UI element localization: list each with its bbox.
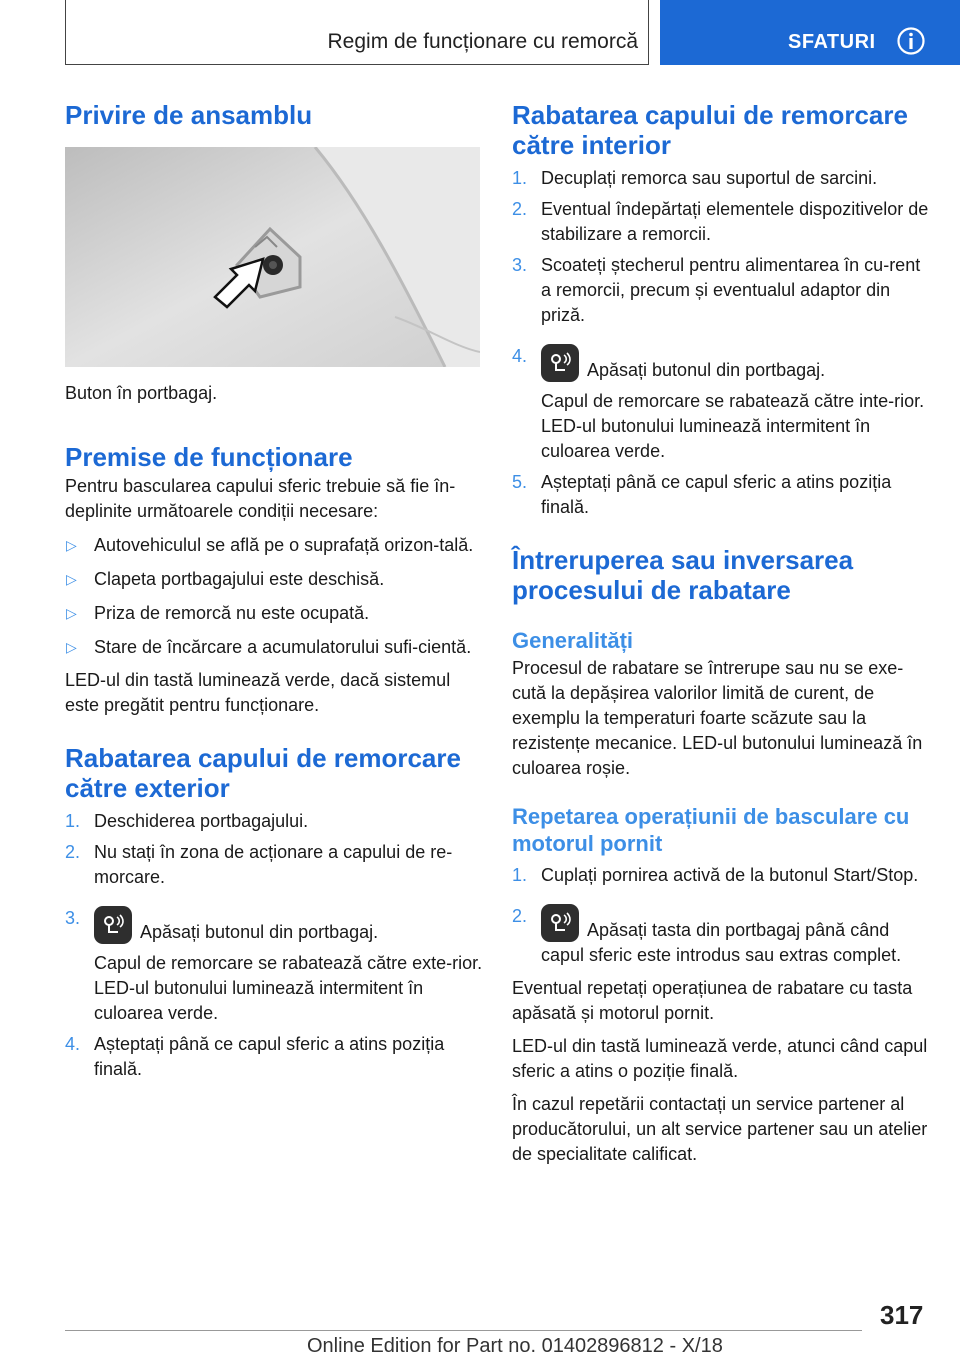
interrupt-heading: Întreruperea sau inversarea procesului de rabatare [512,545,854,605]
outward-steps [65,809,483,1082]
triangle-bullet-icon: ▷ [66,639,77,655]
step-text: Apăsați tasta din portbagaj până când capul sferic este introdus sau extras complet. [541,920,902,965]
inward-heading: Rabatarea capului de remorcare către interior [512,100,908,160]
prereq-note: LED-ul din tastă luminează verde, dacă sistemul este pregătit pentru funcționare. [65,670,451,715]
list-item [65,601,483,626]
step-text: Scoateți ștecherul pentru alimentarea în cu-rent a remorcii, precum și eventualul adaptor din priză. [541,255,921,325]
step-text: Decuplați remorca sau suportul de sarcini. [541,168,878,188]
step-text: Cuplați pornirea activă de la butonul Start/Stop. [541,865,919,885]
list-item [512,863,932,888]
repeat-paragraph-3: În cazul repetării contactați un service partener al producătorului, un alt service partener sau un atelier de specialitate calificat. [512,1094,928,1164]
step-number: 5. [512,472,528,492]
general-text: Procesul de rabatare se întrerupe sau nu se exe-cută la depășirea valorilor limită de curent, de exemplu la temperaturi foarte scăzute sau la rezistențe mecanice. LED-ul butonului luminează în culoarea roșie. [512,658,923,778]
right-column [512,100,932,1167]
prereq-list [65,533,483,660]
prereq-heading: Premise de funcționare [65,442,353,472]
step-number: 2. [512,199,528,219]
step-number: 1. [512,865,528,885]
list-item-text: Clapeta portbagajului este deschisă. [94,569,385,589]
step-number: 4. [512,346,528,366]
list-item [65,635,483,660]
tow-hitch-button-icon [541,904,579,942]
list-item [65,840,483,890]
list-item [512,197,932,247]
step-text: Apăsați butonul din portbagaj. [140,922,379,942]
footer-divider [65,1330,862,1331]
list-item-text: Autovehiculul se află pe o suprafață orizon-tală. [94,535,474,555]
trunk-button-photo [65,147,480,367]
header-tab[interactable] [660,0,960,65]
list-item [65,567,483,592]
step-detail: Capul de remorcare se rabatează către inte-rior. LED-ul butonului luminează intermitent în culoarea verde. [541,391,925,461]
list-item [65,809,483,834]
repeat-paragraph-2: LED-ul din tastă luminează verde, atunci când capul sferic a atins o poziție finală. [512,1036,928,1081]
step-number: 2. [512,906,528,926]
footer-edition: Online Edition for Part no. 01402896812 - X/18 [307,1335,723,1357]
list-item [512,344,932,464]
list-item [512,166,932,191]
figure-caption: Buton în portbagaj. [65,383,218,403]
triangle-bullet-icon: ▷ [66,571,77,587]
prereq-intro: Pentru bascularea capului sferic trebuie să fie în-deplinite următoarele condiții necesare: [65,476,456,521]
header-section-title: Regim de funcționare cu remorcă [327,30,638,53]
outward-heading: Rabatarea capului de remorcare către exterior [65,743,461,803]
list-item [65,906,483,1026]
step-text: Așteptați până ce capul sferic a atins poziția finală. [541,472,892,517]
header-tab-label: SFATURI [788,31,876,53]
step-number: 3. [512,255,528,275]
step-number: 2. [65,842,81,862]
header-section-box [65,0,649,65]
general-heading: Generalități [512,628,634,653]
tow-hitch-button-icon [94,906,132,944]
inward-steps [512,166,932,520]
list-item [65,533,483,558]
tow-hitch-button-icon [541,344,579,382]
repeat-heading: Repetarea operațiunii de basculare cu motorul pornit [512,804,910,856]
left-column [65,100,483,1082]
triangle-bullet-icon: ▷ [66,537,77,553]
step-text: Deschiderea portbagajului. [94,811,309,831]
list-item [512,253,932,328]
triangle-bullet-icon: ▷ [66,605,77,621]
info-icon [896,26,926,56]
list-item [512,904,932,968]
list-item-text: Priza de remorcă nu este ocupată. [94,603,370,623]
step-number: 1. [65,811,81,831]
overview-heading: Privire de ansamblu [65,100,313,130]
step-text: Așteptați până ce capul sferic a atins poziția finală. [94,1034,445,1079]
trunk-button-illustration [65,147,480,367]
step-number: 4. [65,1034,81,1054]
step-text: Nu stați în zona de acționare a capului de re-morcare. [94,842,453,887]
step-detail: Capul de remorcare se rabatează către exte-rior. LED-ul butonului luminează intermitent în culoarea verde. [94,953,483,1023]
page-number: 317 [880,1300,924,1330]
list-item [512,470,932,520]
step-text: Apăsați butonul din portbagaj. [587,360,826,380]
step-number: 1. [512,168,528,188]
step-number: 3. [65,908,81,928]
list-item-text: Stare de încărcare a acumulatorului sufi-cientă. [94,637,472,657]
repeat-paragraph-1: Eventual repetați operațiunea de rabatare cu tasta apăsată și motorul pornit. [512,978,913,1023]
repeat-steps [512,863,932,968]
list-item [65,1032,483,1082]
step-text: Eventual îndepărtați elementele dispozitivelor de stabilizare a remorcii. [541,199,929,244]
